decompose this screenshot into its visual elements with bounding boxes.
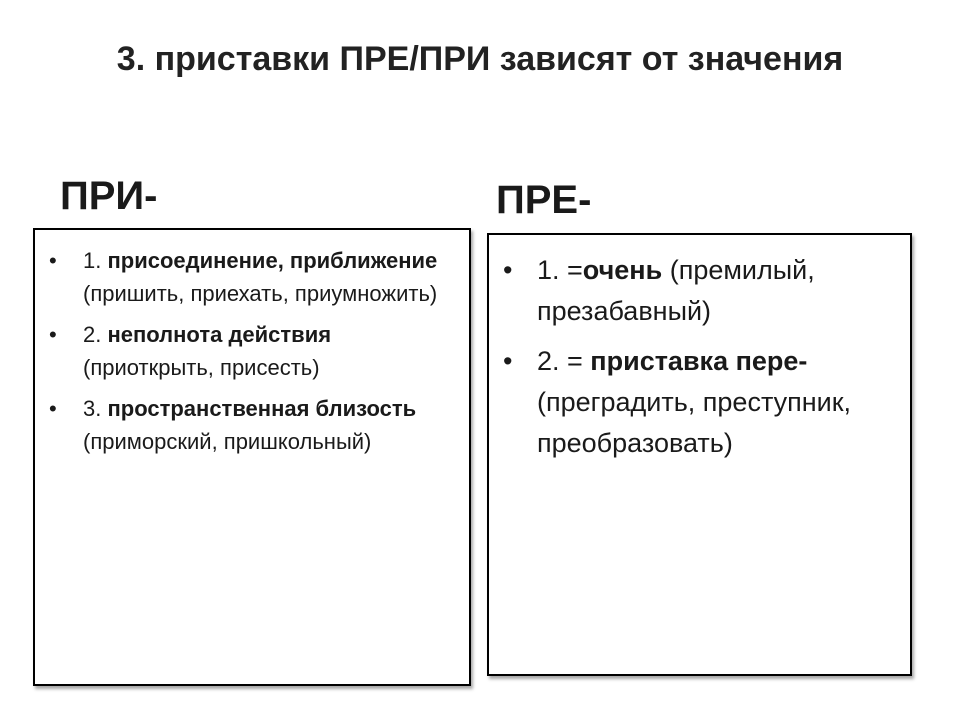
pre-meanings-box bbox=[487, 233, 912, 676]
item-examples: (приоткрыть, присесть) bbox=[83, 355, 320, 380]
bullet-icon: • bbox=[503, 255, 513, 285]
pri-meanings-list bbox=[45, 244, 445, 466]
slide-title: 3. приставки ПРЕ/ПРИ зависят от значения bbox=[116, 40, 844, 78]
item-examples: (премилый, презабавный) bbox=[537, 255, 815, 326]
item-number: 2. bbox=[83, 322, 108, 347]
item-meaning: очень bbox=[582, 255, 663, 285]
heading-pri: ПРИ- bbox=[60, 174, 158, 218]
item-meaning: присоединение, приближение bbox=[107, 248, 438, 273]
item-examples: (преградить, преступник, преобразовать) bbox=[537, 387, 852, 458]
item-meaning: приставка пере- bbox=[590, 346, 808, 376]
bullet-icon: • bbox=[49, 322, 57, 347]
list-item bbox=[499, 341, 899, 464]
bullet-icon: • bbox=[49, 248, 57, 273]
item-number: 2. = bbox=[537, 346, 591, 376]
item-meaning: пространственная близость bbox=[107, 396, 417, 421]
pri-meanings-box bbox=[33, 228, 471, 686]
bullet-icon: • bbox=[49, 396, 57, 421]
list-item bbox=[45, 392, 445, 458]
list-item bbox=[45, 244, 445, 310]
list-item bbox=[499, 250, 899, 332]
item-number: 1. bbox=[83, 248, 108, 273]
pre-meanings-list bbox=[499, 250, 899, 473]
item-examples: (пришить, приехать, приумножить) bbox=[83, 281, 438, 306]
item-meaning: неполнота действия bbox=[107, 322, 332, 347]
item-examples: (приморский, пришкольный) bbox=[83, 429, 372, 454]
item-number: 3. bbox=[83, 396, 108, 421]
bullet-icon: • bbox=[503, 346, 513, 376]
heading-pre: ПРЕ- bbox=[496, 178, 592, 222]
item-number: 1. = bbox=[537, 255, 583, 285]
list-item bbox=[45, 318, 445, 384]
